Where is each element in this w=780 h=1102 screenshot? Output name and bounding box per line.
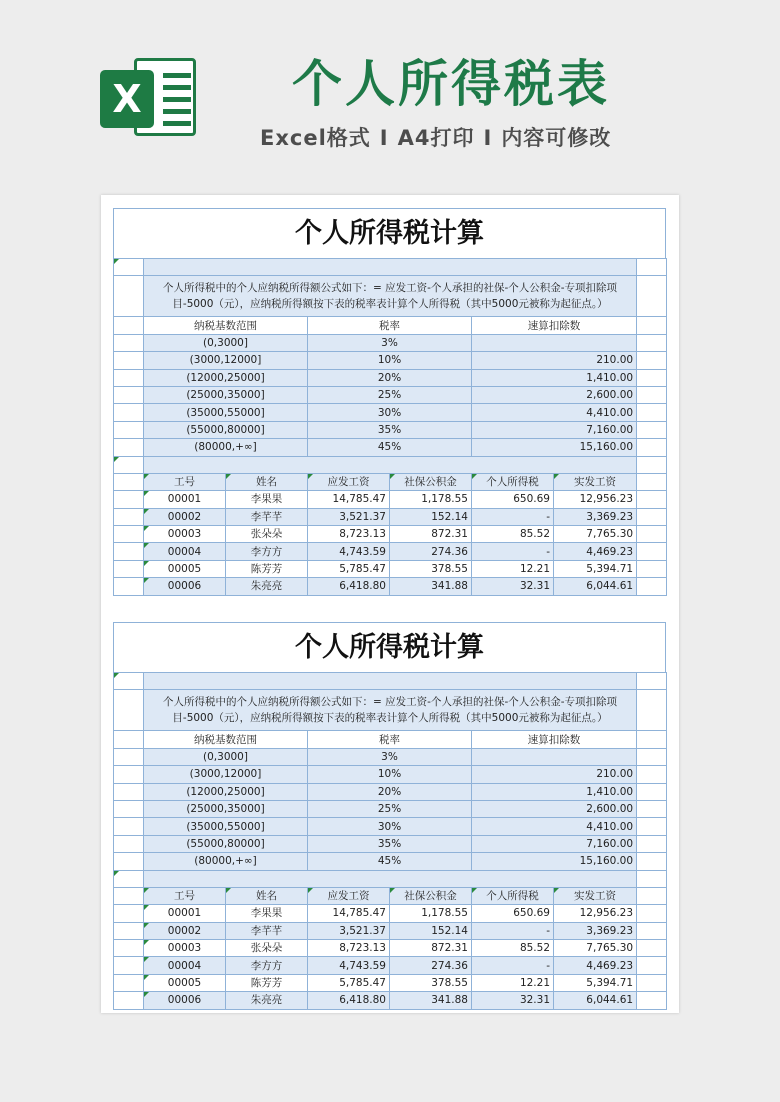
social-fund-cell[interactable]: 872.31 [390, 940, 472, 957]
rate-percent-cell[interactable]: 25% [308, 386, 472, 403]
rate-header-range[interactable]: 纳税基数范围 [144, 731, 308, 748]
income-tax-cell[interactable]: 85.52 [472, 526, 554, 543]
rate-percent-cell[interactable]: 30% [308, 404, 472, 421]
net-pay-cell[interactable]: 3,369.23 [554, 922, 637, 939]
gross-pay-cell[interactable]: 14,785.47 [308, 905, 390, 922]
rate-row [114, 404, 667, 421]
employee-header-cell[interactable]: 社保公积金 [390, 887, 472, 904]
employee-id-cell[interactable]: 00002 [144, 508, 226, 525]
net-pay-cell[interactable]: 3,369.23 [554, 508, 637, 525]
employee-row [114, 491, 667, 508]
formula-row [114, 276, 667, 317]
employee-id-cell[interactable]: 00006 [144, 992, 226, 1009]
net-pay-cell[interactable]: 12,956.23 [554, 905, 637, 922]
income-tax-cell[interactable]: - [472, 957, 554, 974]
employee-row [114, 940, 667, 957]
employee-id-cell[interactable]: 00006 [144, 578, 226, 595]
subtitle-separator: I [483, 126, 493, 150]
rate-percent-cell[interactable]: 35% [308, 835, 472, 852]
tax-table [113, 672, 667, 1010]
rate-deduction-cell[interactable] [472, 748, 637, 765]
net-pay-cell[interactable]: 5,394.71 [554, 560, 637, 577]
rate-range-cell[interactable]: (3000,12000] [144, 352, 308, 369]
rate-row [114, 748, 667, 765]
gross-pay-cell[interactable]: 3,521.37 [308, 922, 390, 939]
employee-row [114, 905, 667, 922]
employee-id-cell[interactable]: 00001 [144, 905, 226, 922]
rate-row [114, 386, 667, 403]
employee-header-cell[interactable]: 社保公积金 [390, 473, 472, 490]
blank-row [114, 259, 667, 276]
gross-pay-cell[interactable]: 8,723.13 [308, 526, 390, 543]
employee-name-cell[interactable]: 李方方 [226, 543, 308, 560]
rate-percent-cell[interactable]: 3% [308, 334, 472, 351]
employee-row [114, 974, 667, 991]
rate-row [114, 352, 667, 369]
social-fund-cell[interactable]: 152.14 [390, 508, 472, 525]
rate-range-cell[interactable]: (12000,25000] [144, 369, 308, 386]
tax-table [113, 258, 667, 596]
income-tax-cell[interactable]: 32.31 [472, 578, 554, 595]
social-fund-cell[interactable]: 341.88 [390, 578, 472, 595]
rate-deduction-cell[interactable]: 15,160.00 [472, 439, 637, 456]
employee-header-cell[interactable]: 个人所得税 [472, 887, 554, 904]
employee-id-cell[interactable]: 00002 [144, 922, 226, 939]
rate-range-cell[interactable]: (3000,12000] [144, 766, 308, 783]
rate-deduction-cell[interactable] [472, 334, 637, 351]
net-pay-cell[interactable]: 7,765.30 [554, 526, 637, 543]
employee-header-row [114, 887, 667, 904]
employee-row [114, 992, 667, 1009]
rate-deduction-cell[interactable]: 2,600.00 [472, 386, 637, 403]
rate-range-cell[interactable]: (35000,55000] [144, 404, 308, 421]
rate-deduction-cell[interactable]: 7,160.00 [472, 835, 637, 852]
gross-pay-cell[interactable]: 8,723.13 [308, 940, 390, 957]
employee-row [114, 922, 667, 939]
rate-range-cell[interactable]: (55000,80000] [144, 835, 308, 852]
rate-header-deduction[interactable]: 速算扣除数 [472, 317, 637, 334]
employee-id-cell[interactable]: 00005 [144, 974, 226, 991]
net-pay-cell[interactable]: 4,469.23 [554, 543, 637, 560]
social-fund-cell[interactable]: 872.31 [390, 526, 472, 543]
employee-header-cell[interactable]: 姓名 [226, 473, 308, 490]
employee-row [114, 526, 667, 543]
rate-percent-cell[interactable]: 20% [308, 369, 472, 386]
rate-header-row [114, 731, 667, 748]
employee-name-cell[interactable]: 李芊芊 [226, 508, 308, 525]
social-fund-cell[interactable]: 274.36 [390, 957, 472, 974]
income-tax-cell[interactable]: 32.31 [472, 992, 554, 1009]
employee-name-cell[interactable]: 朱亮亮 [226, 992, 308, 1009]
employee-header-cell[interactable]: 工号 [144, 887, 226, 904]
employee-id-cell[interactable]: 00004 [144, 957, 226, 974]
page-title: 个人所得税表 [292, 55, 610, 113]
employee-header-row [114, 473, 667, 490]
net-pay-cell[interactable]: 5,394.71 [554, 974, 637, 991]
social-fund-cell[interactable]: 341.88 [390, 992, 472, 1009]
rate-range-cell[interactable]: (0,3000] [144, 748, 308, 765]
gross-pay-cell[interactable]: 4,743.59 [308, 957, 390, 974]
employee-header-cell[interactable]: 实发工资 [554, 887, 637, 904]
rate-percent-cell[interactable]: 30% [308, 818, 472, 835]
employee-header-cell[interactable]: 工号 [144, 473, 226, 490]
gross-pay-cell[interactable]: 5,785.47 [308, 974, 390, 991]
rate-range-cell[interactable]: (25000,35000] [144, 386, 308, 403]
rate-percent-cell[interactable]: 3% [308, 748, 472, 765]
employee-name-cell[interactable]: 陈芳芳 [226, 560, 308, 577]
gross-pay-cell[interactable]: 6,418.80 [308, 992, 390, 1009]
blank-row [114, 673, 667, 690]
rate-range-cell[interactable]: (55000,80000] [144, 421, 308, 438]
employee-header-cell[interactable]: 实发工资 [554, 473, 637, 490]
rate-deduction-cell[interactable]: 210.00 [472, 352, 637, 369]
formula-text[interactable]: 个人所得税中的个人应纳税所得额公式如下：= 应发工资-个人承担的社保-个人公积金-专项扣除项目-5000（元），应纳税所得额按下表的税率表计算个人所得税（其中5000元被称为起征点。） [144, 690, 637, 731]
social-fund-cell[interactable]: 1,178.55 [390, 905, 472, 922]
employee-id-cell[interactable]: 00005 [144, 560, 226, 577]
rate-percent-cell[interactable]: 10% [308, 352, 472, 369]
employee-header-cell[interactable]: 应发工资 [308, 887, 390, 904]
rate-header-rate[interactable]: 税率 [308, 731, 472, 748]
rate-row [114, 818, 667, 835]
employee-id-cell[interactable]: 00003 [144, 940, 226, 957]
blank-row [114, 456, 667, 473]
rate-row [114, 783, 667, 800]
rate-row [114, 853, 667, 870]
net-pay-cell[interactable]: 6,044.61 [554, 578, 637, 595]
social-fund-cell[interactable]: 378.55 [390, 974, 472, 991]
subtitle-editable: 内容可修改 [501, 126, 612, 150]
rate-percent-cell[interactable]: 10% [308, 766, 472, 783]
subtitle-print: A4打印 [397, 126, 475, 150]
social-fund-cell[interactable]: 378.55 [390, 560, 472, 577]
income-tax-cell[interactable]: 12.21 [472, 560, 554, 577]
employee-id-cell[interactable]: 00001 [144, 491, 226, 508]
rate-deduction-cell[interactable]: 1,410.00 [472, 783, 637, 800]
employee-name-cell[interactable]: 李芊芊 [226, 922, 308, 939]
rate-percent-cell[interactable]: 35% [308, 421, 472, 438]
formula-text[interactable]: 个人所得税中的个人应纳税所得额公式如下：= 应发工资-个人承担的社保-个人公积金-专项扣除项目-5000（元），应纳税所得额按下表的税率表计算个人所得税（其中5000元被称为起征点。） [144, 276, 637, 317]
rate-row [114, 369, 667, 386]
rate-header-deduction[interactable]: 速算扣除数 [472, 731, 637, 748]
rate-range-cell[interactable]: (35000,55000] [144, 818, 308, 835]
income-tax-cell[interactable]: 650.69 [472, 491, 554, 508]
rate-header-range[interactable]: 纳税基数范围 [144, 317, 308, 334]
employee-name-cell[interactable]: 朱亮亮 [226, 578, 308, 595]
income-tax-cell[interactable]: - [472, 543, 554, 560]
excel-badge: X [100, 70, 154, 128]
net-pay-cell[interactable]: 7,765.30 [554, 940, 637, 957]
rate-row [114, 766, 667, 783]
sheet-title: 个人所得税计算 [113, 208, 666, 258]
subtitle-format: Excel格式 [260, 126, 371, 150]
rate-deduction-cell[interactable]: 210.00 [472, 766, 637, 783]
rate-deduction-cell[interactable]: 15,160.00 [472, 853, 637, 870]
rate-range-cell[interactable]: (80000,+∞] [144, 853, 308, 870]
rate-range-cell[interactable]: (80000,+∞] [144, 439, 308, 456]
formula-row [114, 690, 667, 731]
gross-pay-cell[interactable]: 4,743.59 [308, 543, 390, 560]
net-pay-cell[interactable]: 12,956.23 [554, 491, 637, 508]
excel-logo-icon [100, 52, 200, 142]
rate-percent-cell[interactable]: 20% [308, 783, 472, 800]
employee-row [114, 560, 667, 577]
rate-deduction-cell[interactable]: 2,600.00 [472, 800, 637, 817]
rate-percent-cell[interactable]: 25% [308, 800, 472, 817]
rate-range-cell[interactable]: (0,3000] [144, 334, 308, 351]
rate-deduction-cell[interactable]: 4,410.00 [472, 818, 637, 835]
subtitle [260, 124, 611, 152]
income-tax-cell[interactable]: 85.52 [472, 940, 554, 957]
rate-deduction-cell[interactable]: 1,410.00 [472, 369, 637, 386]
sheet-title: 个人所得税计算 [113, 622, 666, 672]
rate-header-row [114, 317, 667, 334]
banner [0, 0, 780, 190]
social-fund-cell[interactable]: 274.36 [390, 543, 472, 560]
income-tax-cell[interactable]: - [472, 508, 554, 525]
employee-name-cell[interactable]: 张朵朵 [226, 526, 308, 543]
rate-row [114, 835, 667, 852]
employee-header-cell[interactable]: 姓名 [226, 887, 308, 904]
income-tax-cell[interactable]: - [472, 922, 554, 939]
rate-range-cell[interactable]: (25000,35000] [144, 800, 308, 817]
rate-header-rate[interactable]: 税率 [308, 317, 472, 334]
gross-pay-cell[interactable]: 5,785.47 [308, 560, 390, 577]
gross-pay-cell[interactable]: 6,418.80 [308, 578, 390, 595]
income-tax-cell[interactable]: 12.21 [472, 974, 554, 991]
employee-name-cell[interactable]: 李方方 [226, 957, 308, 974]
employee-name-cell[interactable]: 张朵朵 [226, 940, 308, 957]
social-fund-cell[interactable]: 152.14 [390, 922, 472, 939]
tax-sheet-2 [113, 622, 666, 1010]
blank-row [114, 870, 667, 887]
employee-name-cell[interactable]: 李果果 [226, 905, 308, 922]
gross-pay-cell[interactable]: 3,521.37 [308, 508, 390, 525]
employee-header-cell[interactable]: 个人所得税 [472, 473, 554, 490]
employee-header-cell[interactable]: 应发工资 [308, 473, 390, 490]
income-tax-cell[interactable]: 650.69 [472, 905, 554, 922]
rate-percent-cell[interactable]: 45% [308, 853, 472, 870]
employee-name-cell[interactable]: 李果果 [226, 491, 308, 508]
net-pay-cell[interactable]: 4,469.23 [554, 957, 637, 974]
rate-row [114, 421, 667, 438]
employee-row [114, 508, 667, 525]
rate-row [114, 334, 667, 351]
gross-pay-cell[interactable]: 14,785.47 [308, 491, 390, 508]
employee-name-cell[interactable]: 陈芳芳 [226, 974, 308, 991]
employee-id-cell[interactable]: 00003 [144, 526, 226, 543]
rate-row [114, 800, 667, 817]
rate-deduction-cell[interactable]: 7,160.00 [472, 421, 637, 438]
employee-id-cell[interactable]: 00004 [144, 543, 226, 560]
employee-row [114, 957, 667, 974]
tax-sheet-1 [113, 208, 666, 596]
subtitle-separator: I [379, 126, 389, 150]
employee-row [114, 578, 667, 595]
employee-row [114, 543, 667, 560]
rate-percent-cell[interactable]: 45% [308, 439, 472, 456]
net-pay-cell[interactable]: 6,044.61 [554, 992, 637, 1009]
social-fund-cell[interactable]: 1,178.55 [390, 491, 472, 508]
rate-deduction-cell[interactable]: 4,410.00 [472, 404, 637, 421]
rate-row [114, 439, 667, 456]
rate-range-cell[interactable]: (12000,25000] [144, 783, 308, 800]
